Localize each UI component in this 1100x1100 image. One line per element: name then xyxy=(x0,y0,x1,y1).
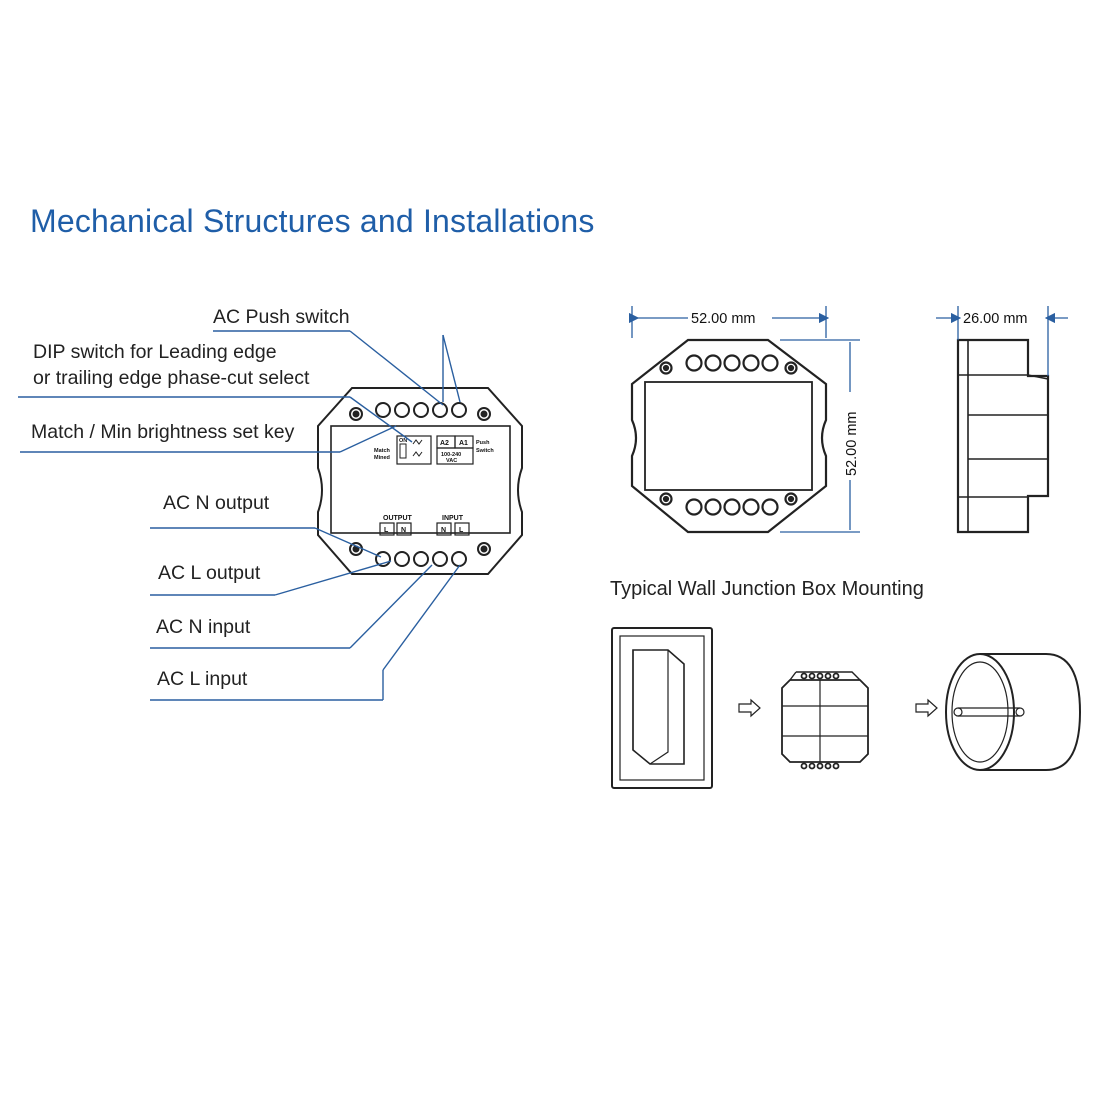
svg-text:INPUT: INPUT xyxy=(442,515,463,522)
dimmer-module-illustration xyxy=(782,672,868,769)
callout-dip-line1: DIP switch for Leading edge xyxy=(33,341,277,363)
device-side-view xyxy=(958,340,1048,532)
svg-text:A2: A2 xyxy=(440,440,449,447)
callout-l-output: AC L output xyxy=(158,562,261,584)
svg-text:L: L xyxy=(459,527,464,534)
wall-switch-illustration xyxy=(612,628,712,788)
page-title: Mechanical Structures and Installations xyxy=(30,203,595,239)
svg-text:VAC: VAC xyxy=(446,458,458,464)
device-front-text xyxy=(374,438,494,534)
callout-match-key: Match / Min brightness set key xyxy=(31,421,295,443)
junction-box-illustration xyxy=(946,654,1080,770)
svg-text:A1: A1 xyxy=(459,440,468,447)
svg-text:100-240: 100-240 xyxy=(441,452,462,458)
callout-dip-line2: or trailing edge phase-cut select xyxy=(33,367,310,389)
svg-text:L: L xyxy=(384,527,389,534)
svg-text:N: N xyxy=(401,527,407,534)
svg-text:Switch: Switch xyxy=(476,448,494,454)
arrow-icon-1 xyxy=(739,700,760,716)
mounting-title: Typical Wall Junction Box Mounting xyxy=(610,578,924,600)
callout-n-input: AC N input xyxy=(156,616,251,638)
svg-text:N: N xyxy=(441,527,447,534)
callout-push-switch: AC Push switch xyxy=(213,306,350,328)
svg-text:Mined: Mined xyxy=(374,455,390,461)
device-front-view xyxy=(318,388,522,574)
callout-l-input: AC L input xyxy=(157,668,248,690)
svg-text:Match: Match xyxy=(374,448,390,454)
device-top-view xyxy=(632,340,826,532)
svg-text:OUTPUT: OUTPUT xyxy=(383,515,412,522)
width-dimension-label: 52.00 mm xyxy=(691,311,756,327)
svg-text:ON: ON xyxy=(399,438,408,444)
svg-text:Push: Push xyxy=(476,440,490,446)
height-dimension-label: 52.00 mm xyxy=(844,411,860,476)
callout-n-output: AC N output xyxy=(163,492,270,514)
arrow-icon-2 xyxy=(916,700,937,716)
depth-dimension-label: 26.00 mm xyxy=(963,311,1028,327)
